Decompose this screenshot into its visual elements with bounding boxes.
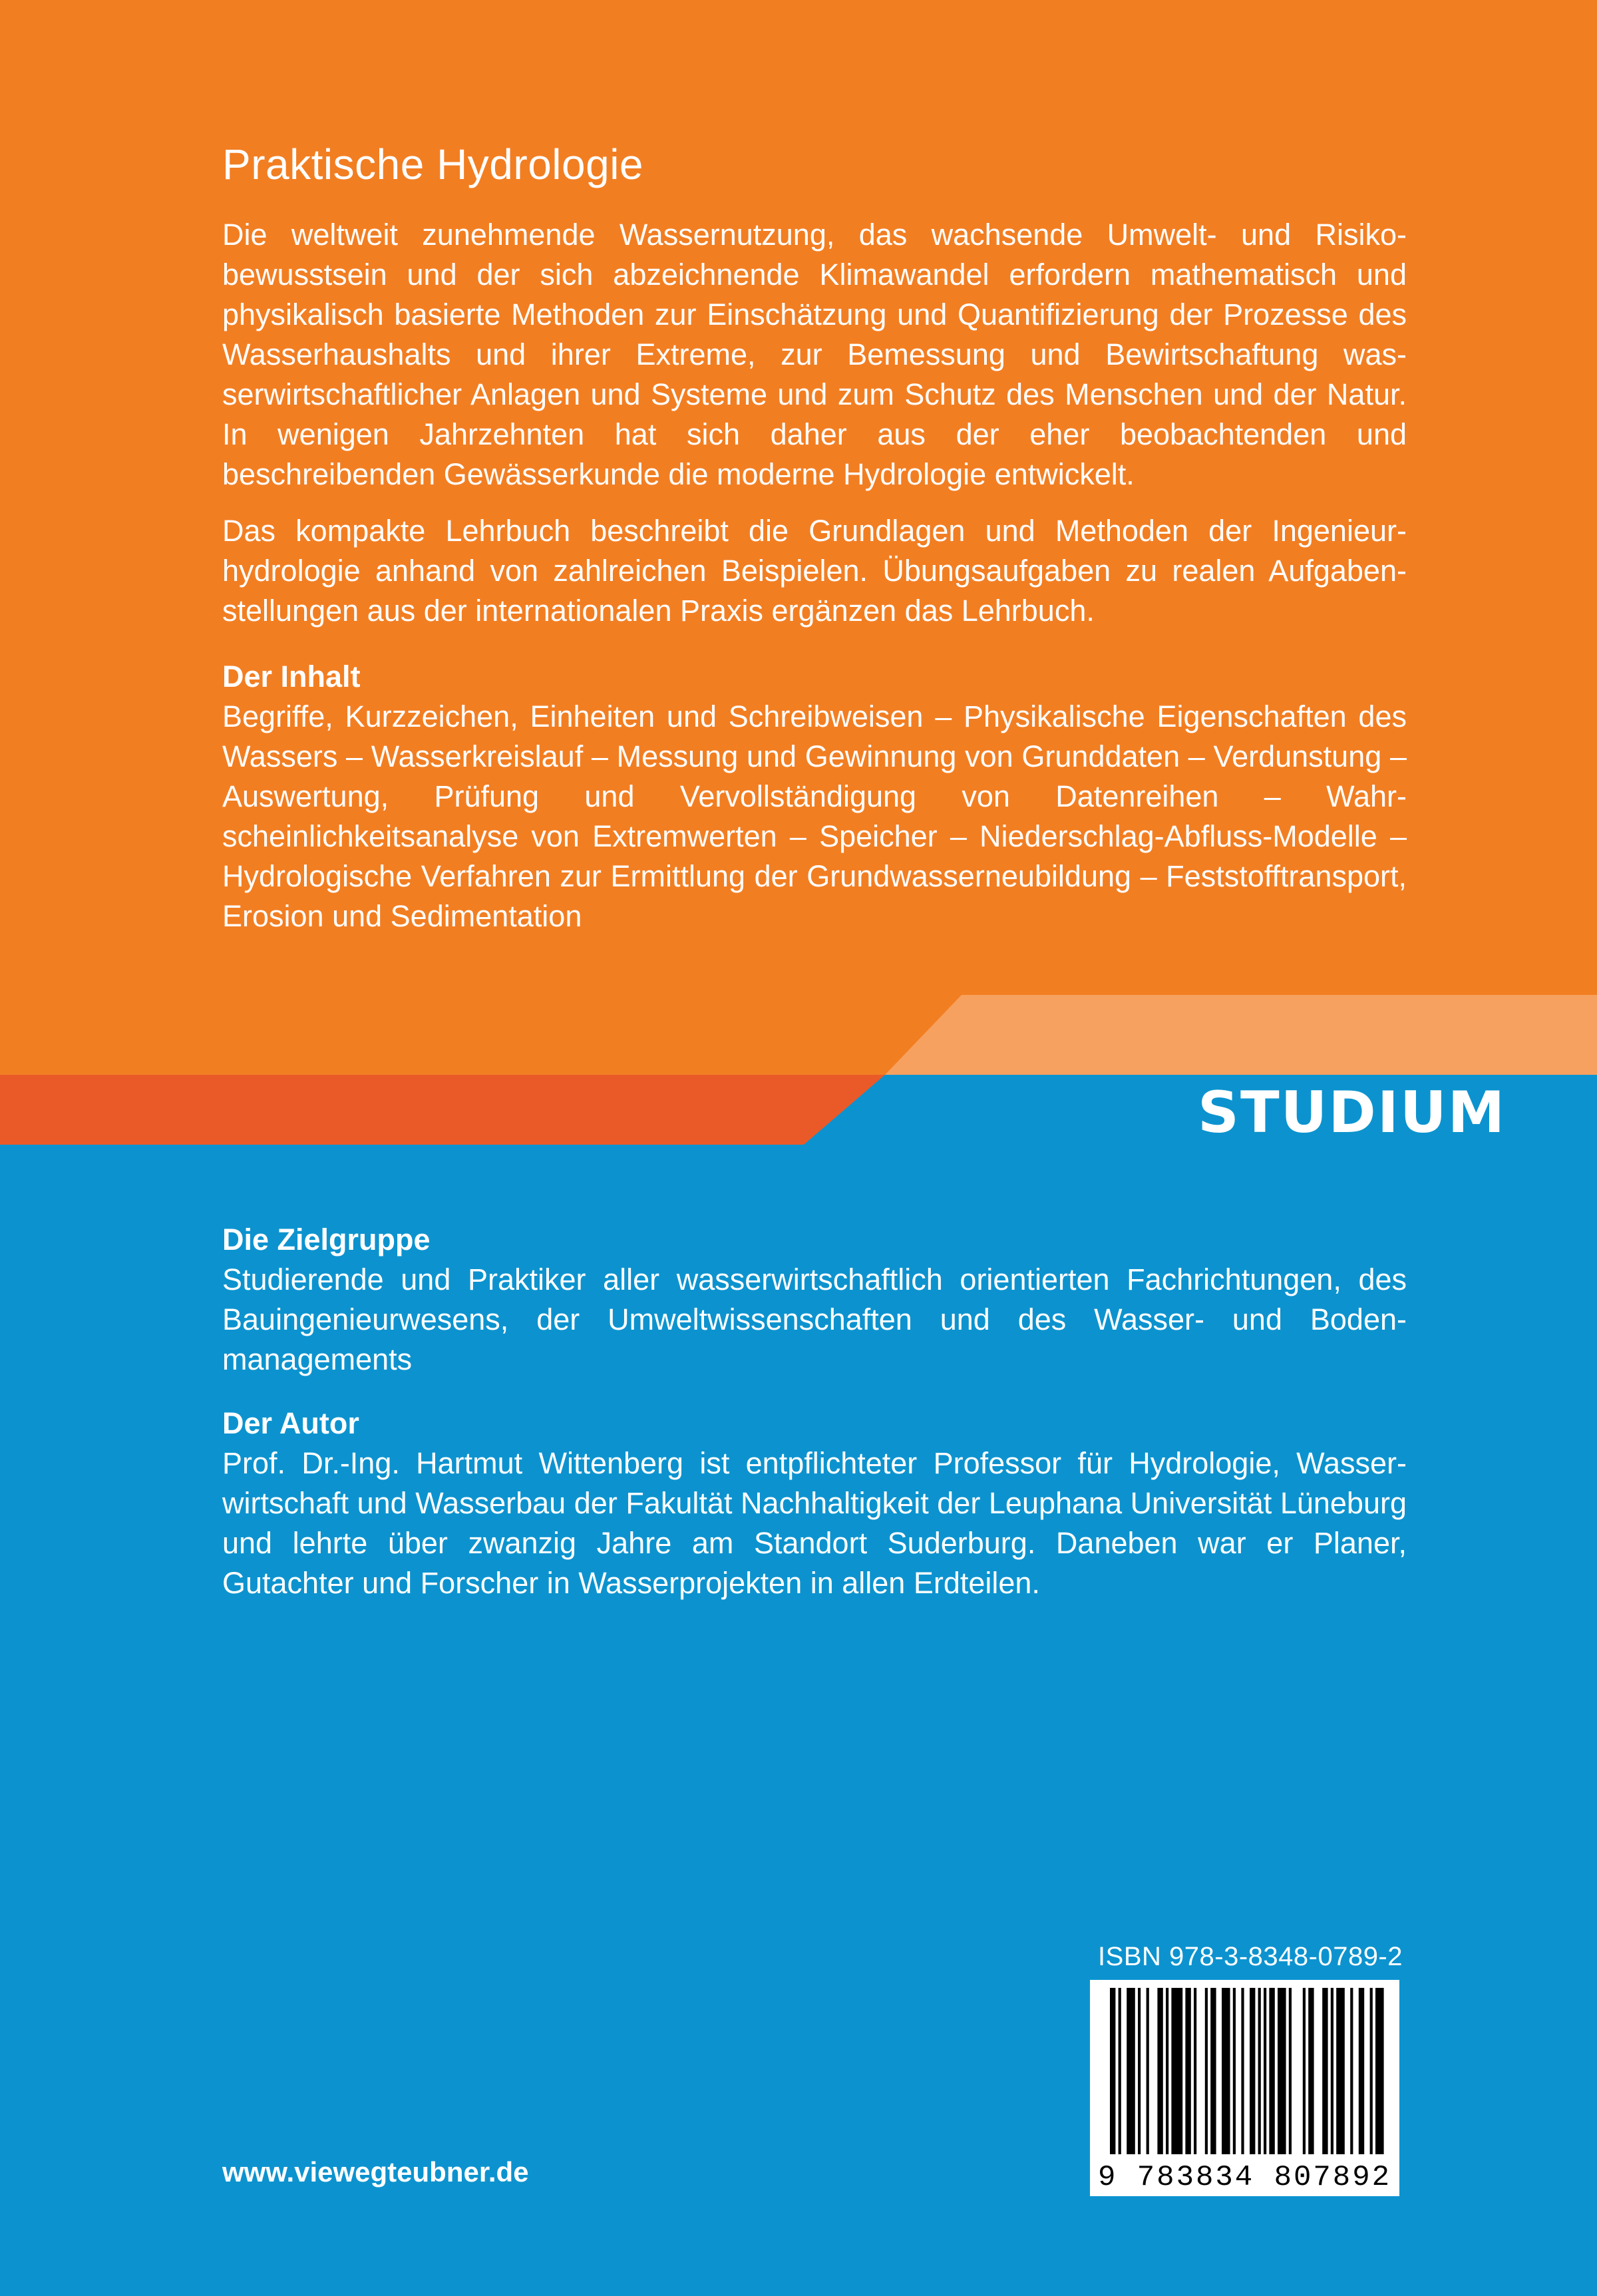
barcode-bar xyxy=(1205,1988,1208,2154)
barcode-bar xyxy=(1222,1988,1230,2154)
barcode-bar xyxy=(1289,1988,1292,2154)
barcode-bar xyxy=(1157,1988,1162,2154)
series-label: STUDIUM xyxy=(1198,1079,1507,1146)
barcode-digits: 9 783834 807892 xyxy=(1097,2161,1392,2194)
barcode-bar xyxy=(1322,1988,1328,2154)
autor-text: Prof. Dr.-Ing. Hartmut Wittenberg ist entpflichteter Professor für Hydrologie, Wasserwirtschaft und Wasserbau der Fakultät Nachhaltigkeit der Leuphana Universität Lüneburg und lehrte über zwanzig Jahre am Standort Suderburg. Daneben war er Planer, Gutachter und Forscher in Wasserprojekten in allen Erdteilen. xyxy=(222,1446,1407,1600)
barcode-bar xyxy=(1233,1988,1236,2154)
red-orange-stripe xyxy=(0,1075,885,1145)
barcode-bar xyxy=(1336,1988,1345,2154)
barcode-bar xyxy=(1359,1988,1364,2154)
book-title: Praktische Hydrologie xyxy=(222,140,643,188)
description-paragraph-1: Die weltweit zunehmende Wassernutzung, das wachsende Umwelt- und Risikobewusstsein und der sich abzeichnende Klimawandel erfordern mathematisch und physikalisch basierte Methoden zur Einschätzung und Quantifizierung der Prozesse des Wasserhaushalts und ihrer Extreme, zur Bemessung und Bewirtschaftung wasserwirtschaftlicher Anlagen und Systeme und zum Schutz des Menschen und der Natur. In wenigen Jahrzehnten hat sich daher aus der eher beobachtenden und beschreibenden Gewässerkunde die moderne Hydrologie entwickelt. xyxy=(222,218,1407,491)
zielgruppe-section xyxy=(222,1220,1407,1380)
barcode-bar xyxy=(1269,1988,1274,2154)
barcode-bar xyxy=(1119,1988,1121,2154)
barcode-bar xyxy=(1375,1988,1384,2154)
autor-section xyxy=(222,1404,1407,1603)
barcode-bar xyxy=(1370,1988,1373,2154)
isbn-label: ISBN 978-3-8348-0789-2 xyxy=(1098,1942,1403,1971)
inhalt-heading: Der Inhalt xyxy=(222,660,361,693)
barcode-bar xyxy=(1250,1988,1255,2154)
zielgruppe-heading: Die Zielgruppe xyxy=(222,1223,431,1256)
barcode-bar xyxy=(1110,1988,1115,2154)
barcode-bar xyxy=(1258,1988,1261,2154)
barcode-bar xyxy=(1127,1988,1135,2154)
zielgruppe-text: Studierende und Praktiker aller wasserwirtschaftlich orientierten Fachrichtungen, des Bauingenieurwesens, der Umweltwissenschaften und des Wasser- und Bodenmanagements xyxy=(222,1262,1407,1376)
barcode-bar xyxy=(1138,1988,1141,2154)
description-paragraph-2: Das kompakte Lehrbuch beschreibt die Grundlagen und Methoden der Ingenieurhydrologie anhand von zahlreichen Beispielen. Übungsaufgaben zu realen Aufgabenstellungen aus der internationalen Praxis ergänzen das Lehrbuch. xyxy=(222,514,1407,628)
barcode-bar xyxy=(1185,1988,1190,2154)
inhalt-section xyxy=(222,657,1407,936)
barcode-bar xyxy=(1166,1988,1168,2154)
barcode-bar xyxy=(1264,1988,1266,2154)
publisher-url[interactable]: www.viewegteubner.de xyxy=(222,2156,529,2188)
barcode-bar xyxy=(1147,1988,1149,2154)
autor-heading: Der Autor xyxy=(222,1406,359,1440)
inhalt-text: Begriffe, Kurzzeichen, Einheiten und Schreibweisen – Physikalische Eigenschaften des Wassers – Wasserkreislauf – Messung und Gewinnung von Grunddaten – Verdunstung – Auswertung, Prüfung und Vervollständigung von Datenreihen – Wahrscheinlichkeitsanalyse von Extremwerten – Speicher – Niederschlag-Abfluss-Modelle – Hydrologische Verfahren zur Ermittlung der Grundwasserneubildung – Feststofftransport, Erosion und Sedimentation xyxy=(222,699,1407,933)
barcode-bar xyxy=(1303,1988,1306,2154)
barcode-bar xyxy=(1278,1988,1286,2154)
barcode-bar xyxy=(1350,1988,1353,2154)
light-orange-stripe xyxy=(885,995,1597,1075)
barcode xyxy=(1090,1980,1399,2196)
barcode-bar xyxy=(1194,1988,1196,2154)
barcode-bar xyxy=(1308,1988,1314,2154)
barcode-bar xyxy=(1210,1988,1216,2154)
barcode-bar xyxy=(1331,1988,1333,2154)
barcode-bar xyxy=(1241,1988,1244,2154)
barcode-bar xyxy=(1171,1988,1182,2154)
